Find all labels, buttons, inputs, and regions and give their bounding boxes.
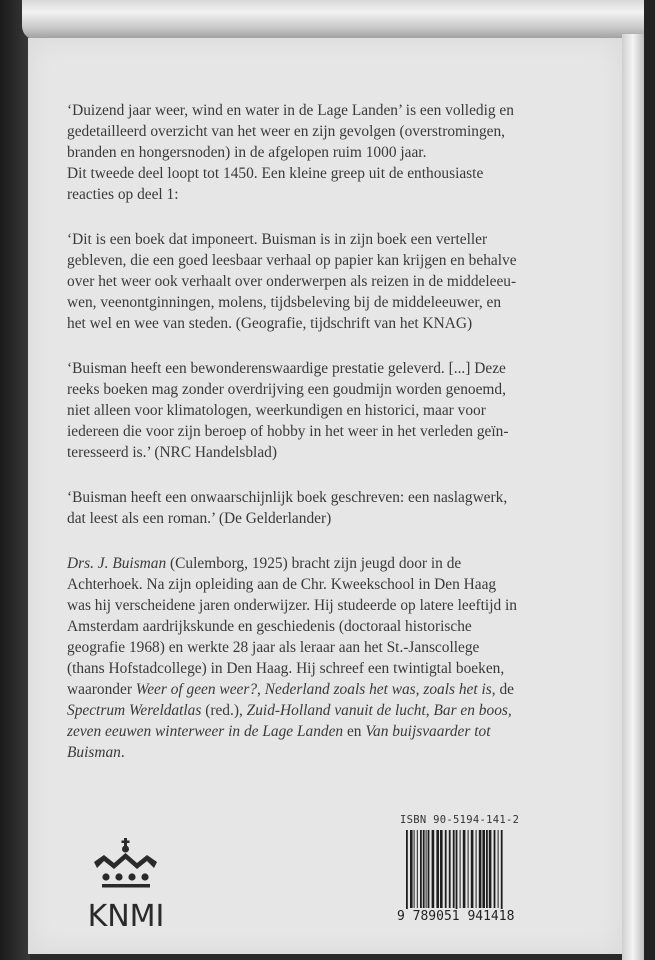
paragraph xyxy=(67,358,607,463)
italic-text: Drs. J. Buisman xyxy=(67,555,167,572)
text-segment: (red.), xyxy=(201,702,247,719)
italic-text: Weer of geen weer? xyxy=(135,681,258,698)
text-line xyxy=(67,595,607,616)
text-line xyxy=(67,679,607,700)
barcode-bar xyxy=(417,830,418,908)
barcode xyxy=(406,830,506,916)
text-segment: was hij verscheidene jaren onderwijzer. Hij studeerde op latere leeftijd in xyxy=(67,597,517,614)
text-segment: , xyxy=(257,681,265,698)
italic-text: Buisman xyxy=(67,744,121,761)
barcode-bar xyxy=(471,830,474,908)
text-line xyxy=(67,100,607,121)
barcode-bar xyxy=(440,830,443,908)
barcode-bar xyxy=(428,830,430,908)
text-segment: teresseerd is.’ (NRC Handelsblad) xyxy=(67,444,277,461)
text-segment: ‘Dit is een boek dat imponeert. Buisman is in zijn boek een verteller xyxy=(67,231,488,248)
crown-icon xyxy=(94,838,157,888)
text-segment: . xyxy=(120,744,125,761)
text-line xyxy=(67,313,607,334)
book-top-edge xyxy=(22,0,655,40)
text-segment: (thans Hofstadcollege) in Den Haag. Hij schreef een twintigtal boeken, xyxy=(67,660,505,677)
text-segment: reeks boeken mag zonder overdrijving een goudmijn worden genoemd, xyxy=(67,381,506,398)
italic-text: Nederland zoals het was, zoals het is xyxy=(264,681,492,698)
text-line xyxy=(67,292,607,313)
italic-text: Van buijsvaarder tot xyxy=(365,723,491,740)
barcode-bar xyxy=(482,830,485,908)
barcode-bar xyxy=(436,830,439,908)
text-line xyxy=(67,271,607,292)
text-segment: Dit tweede deel loopt tot 1450. Een kleine greep uit de enthousiaste xyxy=(67,165,484,182)
barcode-bar xyxy=(463,830,466,908)
barcode-bar xyxy=(410,830,413,908)
italic-text: Bar en boos, xyxy=(433,702,512,719)
text-line xyxy=(67,637,607,658)
text-line xyxy=(67,508,607,529)
barcode-bar xyxy=(432,830,435,908)
text-segment: , de xyxy=(491,681,515,698)
text-line xyxy=(67,721,607,742)
text-line xyxy=(67,742,607,763)
background xyxy=(644,0,655,960)
text-line xyxy=(67,616,607,637)
text-line xyxy=(67,487,607,508)
text-line xyxy=(67,658,607,679)
text-segment: dat leest als een roman.’ (De Gelderlander) xyxy=(67,510,332,527)
text-line xyxy=(67,400,607,421)
text-line xyxy=(67,421,607,442)
text-segment: gebleven, die een goed leesbaar verhaal op papier kan krijgen en behalve xyxy=(67,252,517,269)
text-segment: geografie 1968) en werkte 28 jaar als leraar aan het St.-Janscollege xyxy=(67,639,480,656)
barcode-bar xyxy=(449,830,451,908)
barcode-bar xyxy=(414,830,415,908)
text-line xyxy=(67,574,607,595)
text-segment: het wel en wee van steden. (Geografie, tijdschrift van het KNAG) xyxy=(67,315,473,332)
barcode-bar xyxy=(456,830,458,916)
text-segment: , xyxy=(425,702,434,719)
text-segment: iedereen die voor zijn beroep of hobby in het weer in het verleden geïn- xyxy=(67,423,509,440)
text-segment: branden en hongersnoden) in de afgelopen ruim 1000 jaar. xyxy=(67,144,427,161)
barcode-bar xyxy=(479,830,482,908)
text-line xyxy=(67,553,607,574)
barcode-bar xyxy=(476,830,477,908)
barcode-bar xyxy=(501,830,503,916)
text-line xyxy=(67,442,607,463)
text-segment: Achterhoek. Na zijn opleiding aan de Chr. Kweekschool in Den Haag xyxy=(67,576,497,593)
italic-text: Spectrum Wereldatlas xyxy=(67,702,202,719)
barcode-bar xyxy=(460,830,461,908)
text-line xyxy=(67,700,607,721)
blurb-text xyxy=(67,100,607,787)
ean-number: 9 789051 941418 xyxy=(397,909,515,924)
paragraph xyxy=(67,553,607,763)
text-segment: over het weer ook verhaalt over onderwerpen als reizen in de middeleeu- xyxy=(67,273,517,290)
text-segment: ‘Buisman heeft een bewonderenswaardige prestatie geleverd. [...] Deze xyxy=(67,360,506,377)
logo-text: KNMI xyxy=(87,899,165,930)
barcode-bar xyxy=(489,830,492,908)
italic-text: zeven eeuwen winterweer in de Lage Landen xyxy=(67,723,344,740)
paragraph xyxy=(67,100,607,205)
barcode-bar xyxy=(426,830,427,908)
text-line xyxy=(67,121,607,142)
barcode-bar xyxy=(498,830,499,908)
barcode-bar xyxy=(468,830,469,908)
text-segment: Amsterdam aardrijkskunde en geschiedenis (doctoraal historische xyxy=(67,618,472,635)
barcode-bar xyxy=(445,830,447,908)
barcode-bar xyxy=(486,830,488,908)
barcode-bar xyxy=(494,830,496,908)
text-segment: wen, veenontginningen, molens, tijdsbeleving bij de middeleeuwer, en xyxy=(67,294,502,311)
paragraph xyxy=(67,487,607,529)
text-segment: waaronder xyxy=(67,681,136,698)
text-line xyxy=(67,250,607,271)
text-segment: ‘Buisman heeft een onwaarschijnlijk boek geschreven: een naslagwerk, xyxy=(67,489,508,506)
text-segment: ‘Duizend jaar weer, wind en water in de Lage Landen’ is een volledig en xyxy=(67,102,514,119)
text-line xyxy=(67,358,607,379)
text-segment: niet alleen voor klimatologen, weerkundigen en historici, maar voor xyxy=(67,402,486,419)
text-line xyxy=(67,379,607,400)
text-segment: (Culemborg, 1925) bracht zijn jeugd door in de xyxy=(166,555,462,572)
text-line xyxy=(67,142,607,163)
barcode-bar xyxy=(406,830,408,916)
book-spine-shadow xyxy=(0,0,30,960)
text-segment: en xyxy=(343,723,366,740)
text-line xyxy=(67,184,607,205)
barcode-bar xyxy=(423,830,425,908)
italic-text: Zuid-Holland vanuit de lucht xyxy=(246,702,426,719)
barcode-bar xyxy=(420,830,422,908)
text-segment: reacties op deel 1: xyxy=(67,186,179,203)
book-side-edge xyxy=(622,34,644,960)
text-line xyxy=(67,229,607,250)
knmi-logo xyxy=(76,838,176,930)
text-line xyxy=(67,163,607,184)
barcode-bar xyxy=(453,830,455,908)
paragraph xyxy=(67,229,607,334)
isbn-label: ISBN 90-5194-141-2 xyxy=(400,814,520,826)
text-segment: gedetailleerd overzicht van het weer en zijn gevolgen (overstromingen, xyxy=(67,123,506,140)
